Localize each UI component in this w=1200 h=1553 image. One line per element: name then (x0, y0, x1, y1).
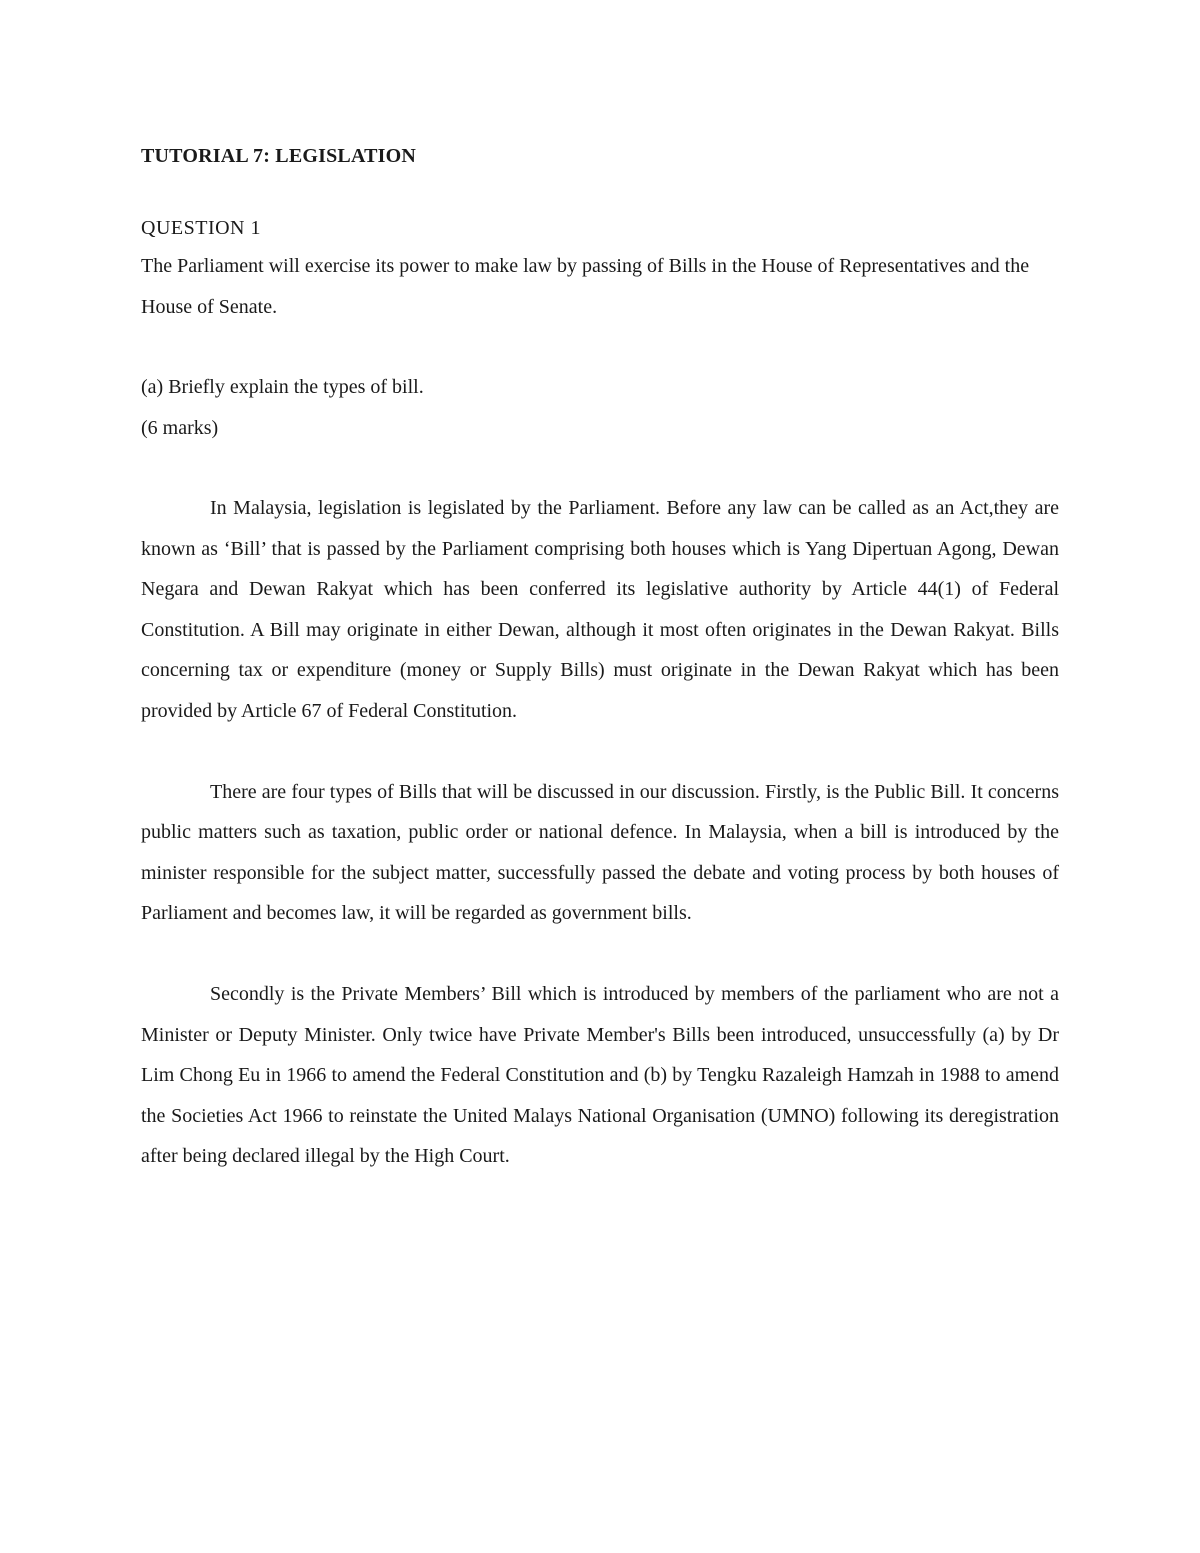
question-intro: The Parliament will exercise its power to make law by passing of Bills in the House of Representatives and the House of Senate. (141, 255, 1030, 318)
answer-paragraph: In Malaysia, legislation is legislated by the Parliament. Before any law can be called as an Act,they are known as ‘Bill’ that is passed by the Parliament comprising both houses which is Yang Dipertuan Agong, Dewan Negara and Dewan Rakyat which has been conferred its legislative authority by Article 44(1) of Federal Constitution. A Bill may originate in either Dewan, although it most often originates in the Dewan Rakyat. Bills concerning tax or expenditure (money or Supply Bills) must originate in the Dewan Rakyat which has been provided by Article 67 of Federal Constitution. (141, 497, 1059, 722)
question-heading: QUESTION 1 (141, 217, 261, 239)
answer-paragraph: There are four types of Bills that will be discussed in our discussion. Firstly, is the Public Bill. It concerns public matters such as taxation, public order or national defence. In Malaysia, when a bill is introduced by the minister responsible for the subject matter, successfully passed the debate and voting process by both houses of Parliament and becomes law, it will be regarded as government bills. (141, 780, 1059, 925)
document-page (141, 138, 1059, 1177)
answer-paragraph: Secondly is the Private Members’ Bill which is introduced by members of the parliament who are not a Minister or Deputy Minister. Only twice have Private Member's Bills been introduced, unsuccessfully (a) by Dr Lim Chong Eu in 1966 to amend the Federal Constitution and (b) by Tengku Razaleigh Hamzah in 1988 to amend the Societies Act 1966 to reinstate the United Malays National Organisation (UMNO) following its deregistration after being declared illegal by the High Court. (141, 982, 1059, 1168)
document-title: TUTORIAL 7: LEGISLATION (141, 145, 417, 167)
part-a-marks: (6 marks) (141, 417, 219, 439)
question-part-a: (a) Briefly explain the types of bill. (141, 376, 424, 398)
